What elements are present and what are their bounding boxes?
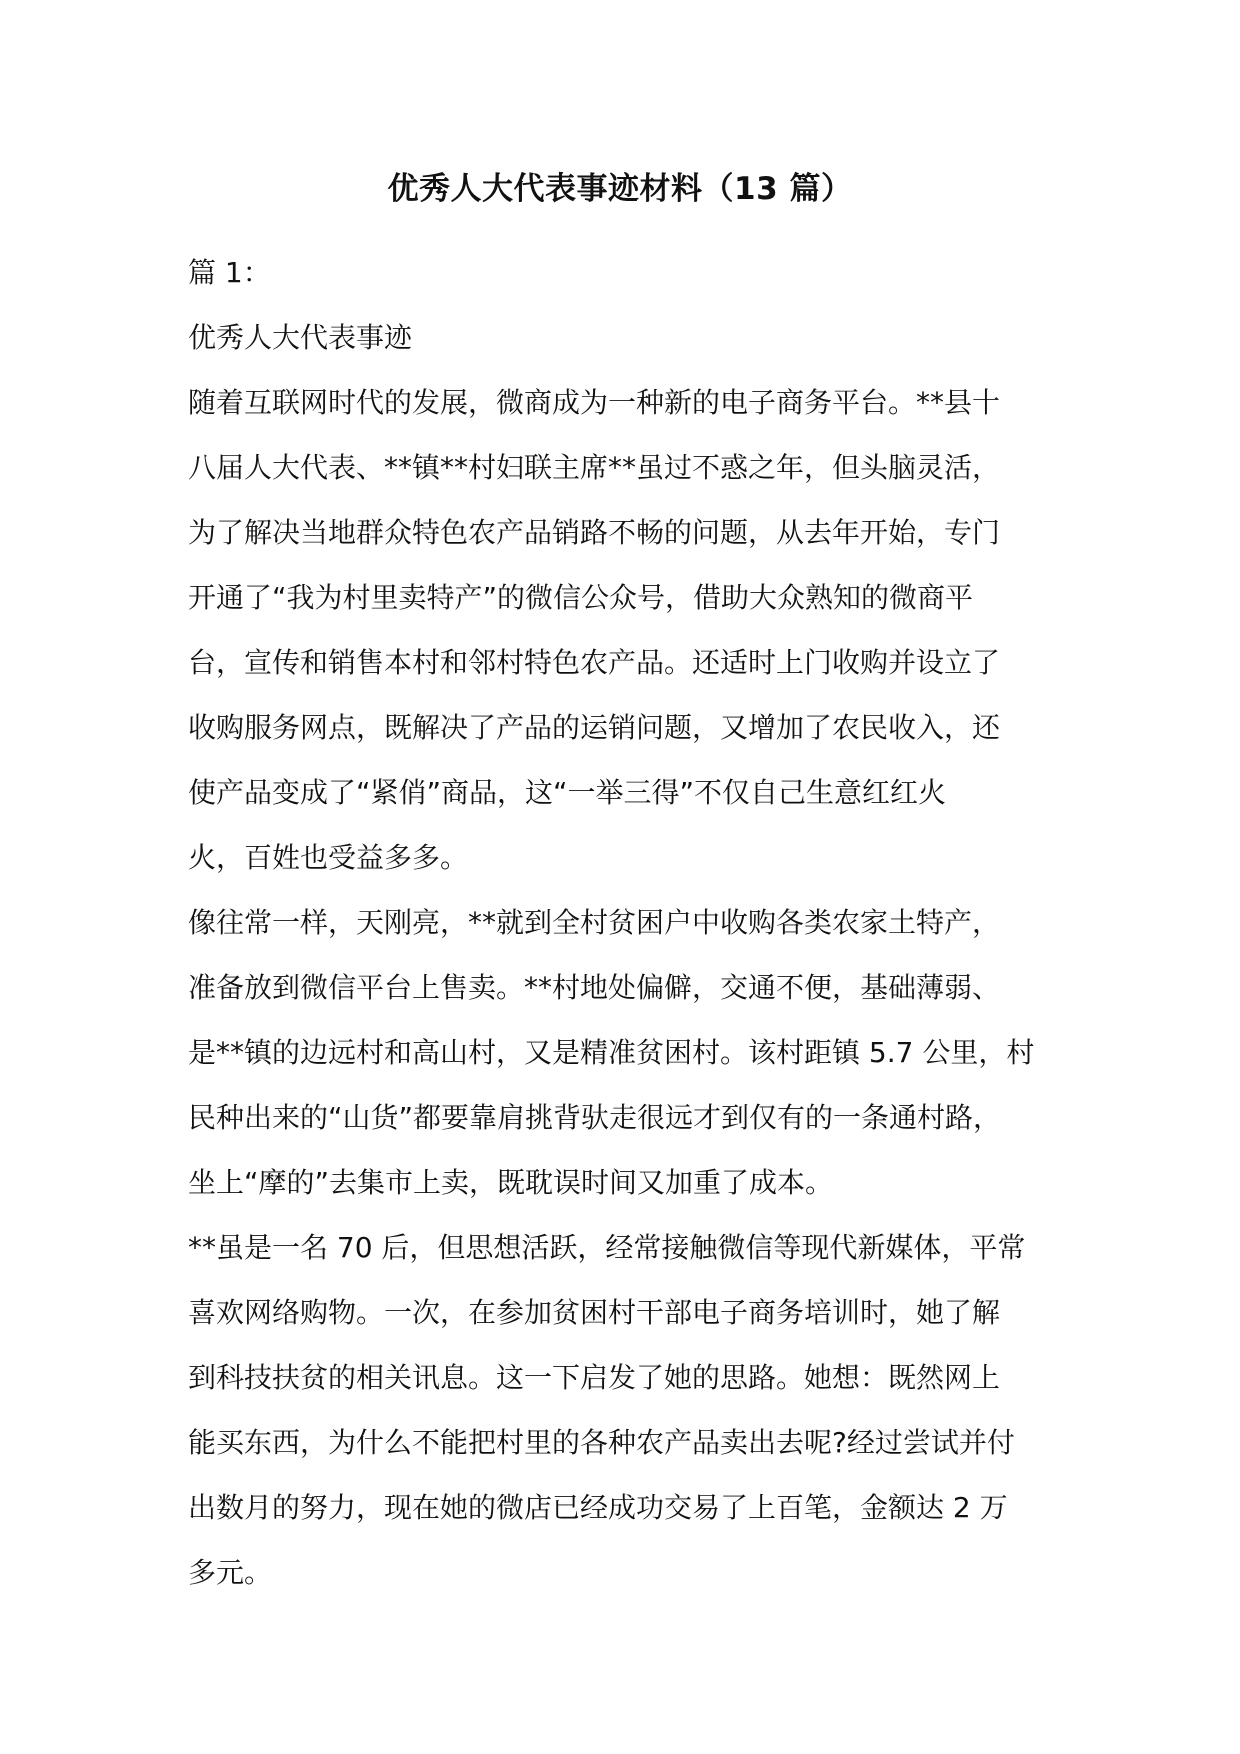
text-line: 为了解决当地群众特色农产品销路不畅的问题，从去年开始，专门: [188, 516, 1001, 549]
text-line: 民种出来的“山货”都要靠肩挑背驮走很远才到仅有的一条通村路，: [188, 1101, 1002, 1134]
article-subtitle: 优秀人大代表事迹: [188, 321, 413, 354]
text-line: 是**镇的边远村和高山村，又是精准贫困村。该村距镇 5.7 公里，村: [188, 1036, 1035, 1069]
text-line: 出数月的努力，现在她的微店已经成功交易了上百笔，金额达 2 万: [188, 1491, 1008, 1524]
text-line: 随着互联网时代的发展，微商成为一种新的电子商务平台。**县十: [188, 386, 1001, 419]
text-line: 开通了“我为村里卖特产”的微信公众号，借助大众熟知的微商平: [188, 581, 974, 614]
document-title: 优秀人大代表事迹材料（13 篇）: [387, 171, 853, 207]
text-line: 坐上“摩的”去集市上卖，既耽误时间又加重了成本。: [188, 1166, 834, 1199]
text-line: 能买东西，为什么不能把村里的各种农产品卖出去呢?经过尝试并付: [188, 1426, 1015, 1459]
text-line: 收购服务网点，既解决了产品的运销问题，又增加了农民收入，还: [188, 711, 1001, 744]
text-line: 喜欢网络购物。一次，在参加贫困村干部电子商务培训时，她了解: [188, 1296, 1001, 1329]
text-line: 多元。: [188, 1556, 273, 1589]
text-line: 火，百姓也受益多多。: [188, 841, 469, 874]
text-line: 像往常一样，天刚亮，**就到全村贫困户中收购各类农家土特产，: [188, 906, 1001, 939]
text-line: 准备放到微信平台上售卖。**村地处偏僻，交通不便，基础薄弱、: [188, 971, 1001, 1004]
text-line: 到科技扶贫的相关讯息。这一下启发了她的思路。她想：既然网上: [188, 1361, 1001, 1394]
text-line: **虽是一名 70 后，但思想活跃，经常接触微信等现代新媒体，平常: [188, 1231, 1026, 1264]
text-line: 使产品变成了“紧俏”商品，这“一举三得”不仅自己生意红红火: [188, 776, 947, 809]
document-body: [188, 240, 1088, 1605]
section-heading: 篇 1：: [188, 256, 271, 289]
text-line: 台，宣传和销售本村和邻村特色农产品。还适时上门收购并设立了: [188, 646, 1001, 679]
text-line: 八届人大代表、**镇**村妇联主席**虽过不惑之年，但头脑灵活，: [188, 451, 1001, 484]
